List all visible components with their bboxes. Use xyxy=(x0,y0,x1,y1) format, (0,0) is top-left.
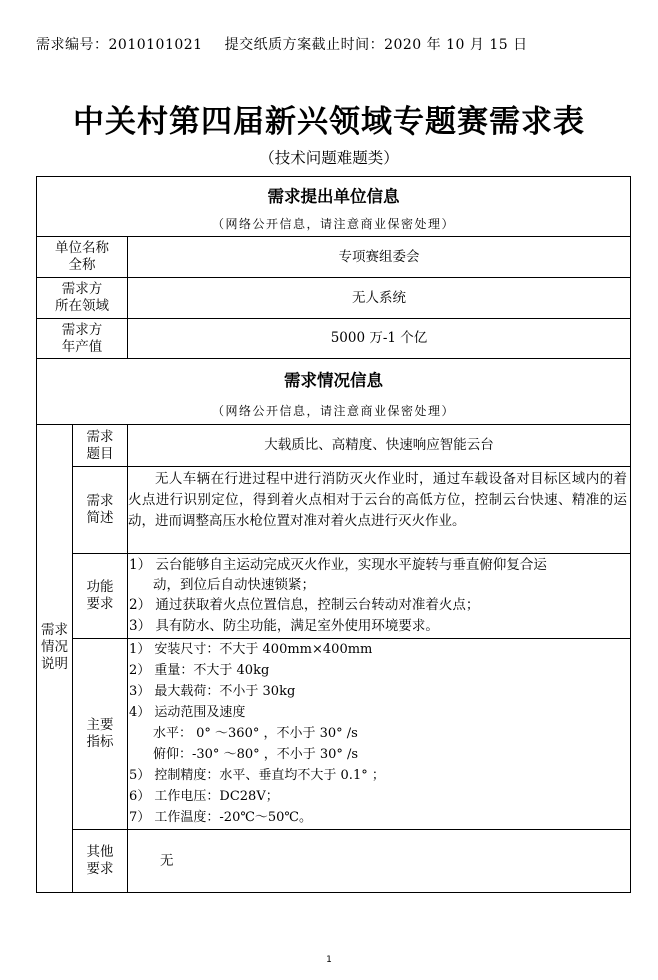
section2-note: （网络公开信息，请注意商业保密处理） xyxy=(211,404,455,418)
function-item: 2） 通过获取着火点位置信息，控制云台转动对准着火点； xyxy=(129,597,480,613)
label-annual-output: 需求方 年产值 xyxy=(61,321,103,355)
function-item: 动，到位后自动快速锁紧； xyxy=(153,577,315,593)
function-item: 1） 云台能够自主运动完成灭火作业，实现水平旋转与垂直俯仰复合运 xyxy=(129,557,547,573)
side-label-demand-info: 需求 情况 说明 xyxy=(41,621,68,672)
section1-note-cell xyxy=(37,212,630,236)
spec-item: 1） 安装尺寸：不大于 400mm×400mm xyxy=(129,642,373,657)
document-header xyxy=(36,34,528,54)
value-annual-output: 5000 万-1 个亿 xyxy=(330,330,428,346)
value-other: 无 xyxy=(160,853,174,869)
function-item: 3） 具有防水、防尘功能，满足室外使用环境要求。 xyxy=(129,618,439,634)
page-number: 1 xyxy=(326,955,332,965)
section1-title-cell xyxy=(37,177,630,215)
spec-item: 5） 控制精度：水平、垂直均不大于 0.1° ； xyxy=(129,768,385,783)
demand-number-label: 需求编号： xyxy=(36,37,109,53)
section2-title: 需求情况信息 xyxy=(284,370,383,390)
label-topic: 需求 题目 xyxy=(86,428,114,462)
label-org-name: 单位名称 全称 xyxy=(55,240,109,273)
section1-title: 需求提出单位信息 xyxy=(267,186,400,206)
label-specs: 主要 指标 xyxy=(86,717,114,750)
spec-item: 俯仰：-30° ～80° ，不小于 30° /s xyxy=(153,747,359,762)
label-brief: 需求 简述 xyxy=(86,493,114,526)
value-topic: 大载质比、高精度、快速响应智能云台 xyxy=(264,437,494,453)
deadline-label: 提交纸质方案截止时间： xyxy=(224,37,385,53)
spec-item: 2） 重量：不大于 40kg xyxy=(129,663,270,678)
demand-number: 2010101021 xyxy=(108,37,203,53)
spec-item: 4） 运动范围及速度 xyxy=(129,705,246,720)
section1-note: （网络公开信息，请注意商业保密处理） xyxy=(211,216,455,231)
deadline-date: 2020 年 10 月 15 日 xyxy=(384,37,528,53)
label-domain: 需求方 所在领域 xyxy=(55,281,109,314)
value-org-name: 专项赛组委会 xyxy=(338,248,420,265)
value-domain: 无人系统 xyxy=(352,289,406,306)
spec-item: 水平： 0° ～360° ，不小于 30° /s xyxy=(153,726,358,741)
label-function: 功能 要求 xyxy=(86,579,114,612)
label-other: 其他 要求 xyxy=(86,844,114,877)
spec-item: 6） 工作电压：DC28V； xyxy=(129,789,279,804)
page-subtitle: （技术问题难题类） xyxy=(259,149,399,167)
value-brief: 无人车辆在行进过程中进行消防灭火作业时，通过车载设备对目标区域内的着火点进行识别定位，得到着火点相对于云台的高低方位，控制云台快速、精准的运动，进而调整高压水枪位置对准对着火点进行灭火作业。 xyxy=(128,471,627,529)
section2-note-cell xyxy=(37,399,630,424)
spec-item: 7） 工作温度：-20℃～50℃。 xyxy=(129,810,312,825)
section2-title-cell xyxy=(37,359,630,401)
page-title: 中关村第四届新兴领域专题赛需求表 xyxy=(73,104,585,140)
spec-item: 3） 最大载荷：不小于 30kg xyxy=(129,684,296,699)
